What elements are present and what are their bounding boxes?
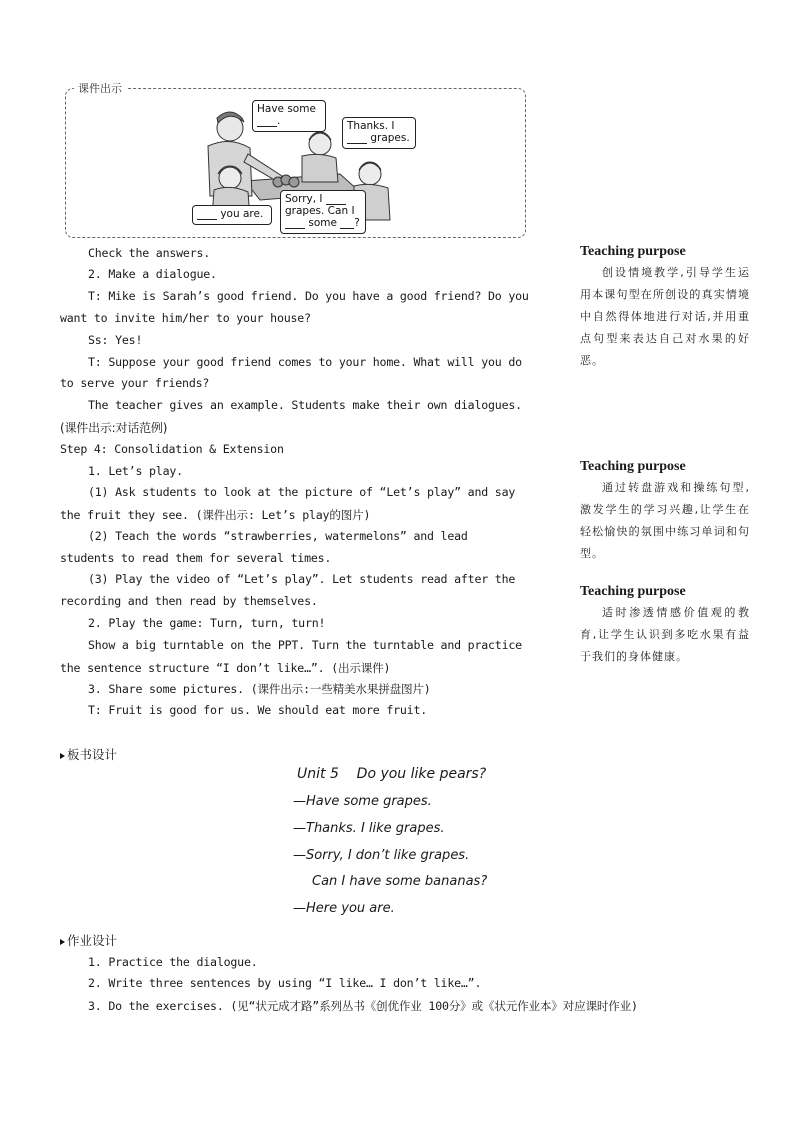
blank (340, 218, 354, 229)
teaching-purpose-text: 适时渗透情感价值观的教育,让学生认识到多吃水果有益于我们的身体健康。 (580, 606, 750, 663)
body-line: (课件出示:对话范例) (60, 421, 168, 435)
blank (257, 116, 277, 127)
homework-heading-text: 作业设计 (67, 933, 118, 948)
teaching-purpose-text: 创设情境教学,引导学生运用本课句型在所创设的真实情境中自然得体地进行对话,并用重点句型来表达自己对水果的好恶。 (580, 266, 750, 367)
body-line: the fruit they see. (课件出示: Let’s play的图片) (60, 508, 371, 522)
board-design-heading-text: 板书设计 (67, 747, 118, 762)
body-line: to serve your friends? (60, 376, 210, 390)
bubble-thanks (342, 117, 416, 149)
body-line: Check the answers. (88, 246, 211, 260)
body-line: the sentence structure “I don’t like…”. (出示课件) (60, 661, 391, 675)
bubble-sorry-text-2: grapes. Can I (285, 205, 355, 217)
bubble-sorry-text-1: Sorry, I (285, 193, 323, 205)
body-line: Ss: Yes! (88, 333, 143, 347)
bubble-you-are-text: you are. (220, 208, 264, 220)
bubble-grapes-text: grapes. (370, 132, 410, 144)
blank (285, 218, 305, 229)
board-design-heading (60, 745, 117, 763)
step-heading: Step 4: Consolidation & Extension (60, 442, 284, 456)
board-line: Can I have some bananas? (312, 874, 488, 889)
body-line: T: Mike is Sarah’s good friend. Do you have a good friend? Do you (88, 289, 529, 303)
body-line: Show a big turntable on the PPT. Turn the turntable and practice (88, 638, 522, 652)
body-line: T: Fruit is good for us. We should eat more fruit. (88, 703, 428, 717)
homework-item: 3. Do the exercises. (见“状元成才路”系列丛书《创优作业 100分》或《状元作业本》对应课时作业) (88, 999, 638, 1013)
body-line: students to read them for several times. (60, 551, 332, 565)
board-line: —Here you are. (293, 901, 395, 916)
body-line: 2. Make a dialogue. (88, 267, 217, 281)
blank (347, 133, 367, 144)
teaching-purpose-text: 通过转盘游戏和操练句型,激发学生的学习兴趣,让学生在轻松愉快的氛围中练习单词和句型。 (580, 481, 750, 560)
bubble-thanks-text: Thanks. I (347, 120, 395, 132)
body-line: want to invite him/her to your house? (60, 311, 311, 325)
blank (197, 209, 217, 220)
board-title: Unit 5 Do you like pears? (297, 766, 487, 782)
homework-item: 1. Practice the dialogue. (88, 955, 258, 969)
teaching-purpose-title: Teaching purpose (580, 459, 686, 474)
body-line: recording and then read by themselves. (60, 594, 318, 608)
bubble-sorry-text-3: some (308, 217, 337, 229)
board-line: —Have some grapes. (293, 794, 432, 809)
triangle-bullet-icon (60, 939, 65, 945)
body-line: (3) Play the video of “Let’s play”. Let students read after the (88, 572, 516, 586)
body-line: (2) Teach the words “strawberries, watermelons” and lead (88, 529, 468, 543)
body-line: 2. Play the game: Turn, turn, turn! (88, 616, 326, 630)
bubble-have-some: Have some . (252, 100, 326, 132)
homework-item: 2. Write three sentences by using “I like… I don’t like…”. (88, 976, 482, 990)
teaching-purpose-title: Teaching purpose (580, 584, 686, 599)
body-line: The teacher gives an example. Students make their own dialogues. (88, 398, 522, 412)
bubble-sorry: Sorry, I grapes. Can I some ? (280, 190, 366, 234)
bubble-you-are (192, 205, 272, 225)
teaching-purpose-title: Teaching purpose (580, 244, 686, 259)
bubble-have-some-text: Have some (257, 103, 316, 115)
courseware-label: 课件出示 (74, 80, 126, 96)
triangle-bullet-icon (60, 753, 65, 759)
board-line: —Sorry, I don’t like grapes. (293, 848, 470, 863)
body-line: 3. Share some pictures. (课件出示:一些精美水果拼盘图片) (88, 682, 431, 696)
body-line: (1) Ask students to look at the picture of “Let’s play” and say (88, 485, 516, 499)
body-line: 1. Let’s play. (88, 464, 183, 478)
blank (326, 194, 346, 205)
board-line: —Thanks. I like grapes. (293, 821, 445, 836)
body-line: T: Suppose your good friend comes to your home. What will you do (88, 355, 522, 369)
homework-heading (60, 931, 117, 949)
